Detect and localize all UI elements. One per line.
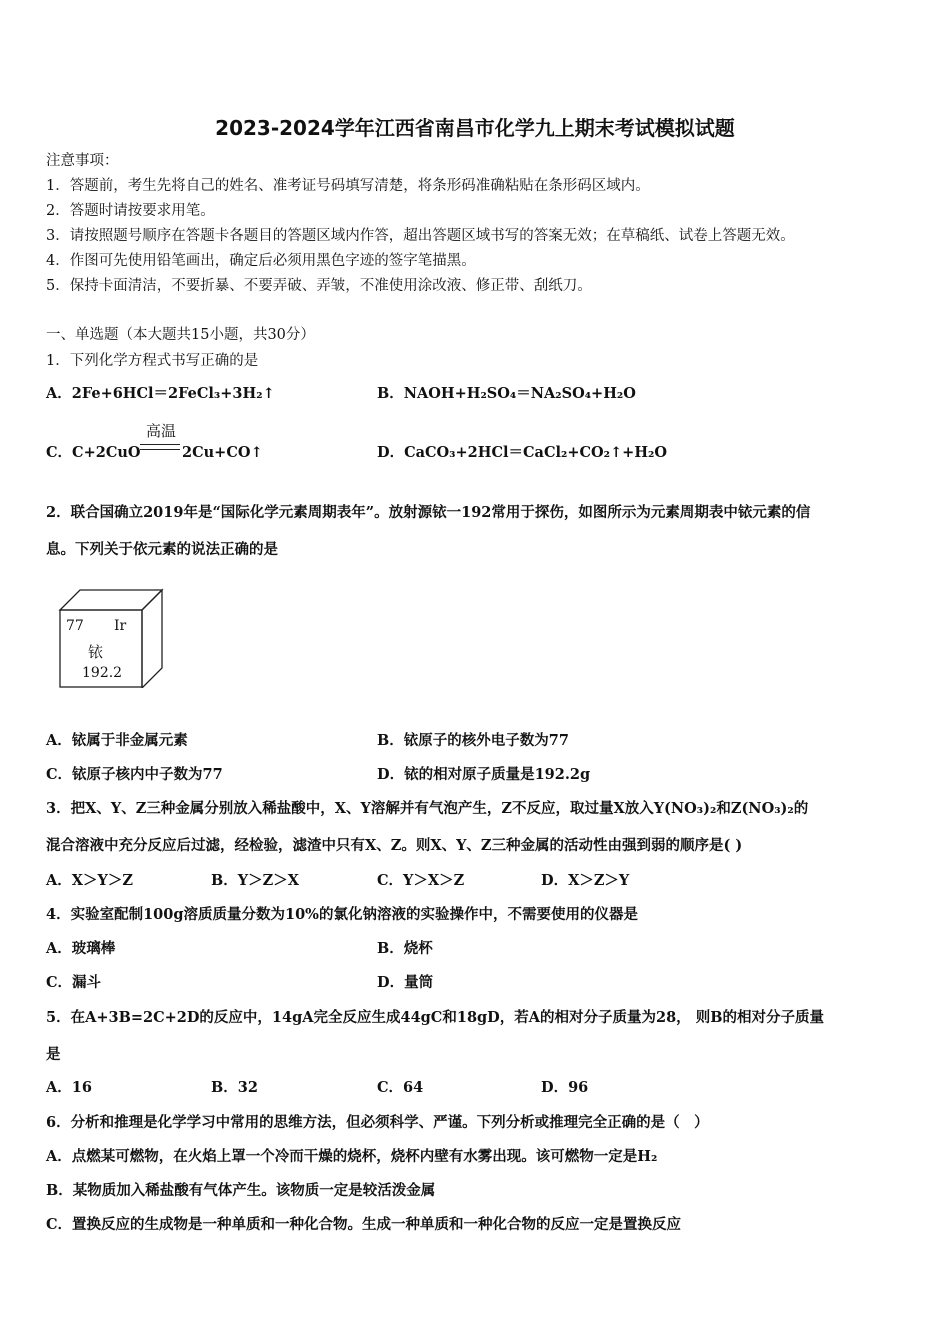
- q3-option-d: D．X＞Z＞Y: [541, 872, 630, 889]
- q3-stem-line1: 3．把X、Y、Z三种金属分别放入稀盐酸中，X、Y溶解并有气泡产生，Z不反应，取过量X放入Y(NO₃)₂和Z(NO₃)₂的: [46, 800, 809, 817]
- equals-sign: [140, 444, 180, 450]
- atomic-number: 77: [66, 618, 84, 634]
- q1-option-a: A．2Fe+6HCl＝2FeCl₃+3H₂↑: [46, 385, 275, 402]
- q2-option-b: B．铱原子的核外电子数为77: [377, 732, 569, 749]
- q4-option-a: A．玻璃棒: [46, 940, 116, 957]
- element-symbol: Ir: [114, 618, 127, 634]
- notice-heading: 注意事项：: [46, 153, 119, 169]
- q6-option-b: B．某物质加入稀盐酸有气体产生。该物质一定是较活泼金属: [46, 1182, 436, 1199]
- section-heading: 一、单选题（本大题共15小题，共30分）: [46, 327, 315, 343]
- q2-option-c: C．铱原子核内中子数为77: [46, 766, 223, 783]
- q1-option-c-left: C．C+2CuO: [46, 444, 141, 461]
- page-title: 2023-2024学年江西省南昌市化学九上期末考试模拟试题: [215, 116, 735, 140]
- element-name: 铱: [88, 643, 104, 661]
- q5-option-c: C．64: [377, 1079, 424, 1096]
- q2-stem-line1: 2．联合国确立2019年是“国际化学元素周期表年”。放射源铱一192常用于探伤，如图所示为元素周期表中铱元素的信: [46, 504, 811, 521]
- q2-option-d: D．铱的相对原子质量是192.2g: [377, 766, 591, 783]
- notice-item-2: 2．答题时请按要求用笔。: [46, 203, 215, 219]
- q2-option-a: A．铱属于非金属元素: [46, 732, 188, 749]
- q1-stem: 1．下列化学方程式书写正确的是: [46, 353, 259, 369]
- q3-option-b: B．Y＞Z＞X: [211, 872, 299, 889]
- q6-stem: 6．分析和推理是化学学习中常用的思维方法，但必须科学、严谨。下列分析或推理完全正确的是（ ）: [46, 1114, 709, 1131]
- reaction-condition: 高温: [145, 422, 176, 440]
- q4-stem: 4．实验室配制100g溶质质量分数为10%的氯化钠溶液的实验操作中，不需要使用的仪器是: [46, 906, 638, 923]
- notice-item-5: 5．保持卡面清洁，不要折暴、不要弄破、弄皱，不准使用涂改液、修正带、刮纸刀。: [46, 278, 592, 294]
- q3-option-c: C．Y＞X＞Z: [377, 872, 465, 889]
- q5-option-b: B．32: [211, 1079, 258, 1096]
- q4-option-b: B．烧杯: [377, 940, 433, 957]
- q5-option-a: A．16: [46, 1079, 92, 1096]
- q5-stem-line1: 5．在A+3B=2C+2D的反应中，14gA完全反应生成44gC和18gD，若A的相对分子质量为28， 则B的相对分子质量: [46, 1009, 824, 1026]
- q4-option-c: C．漏斗: [46, 974, 102, 991]
- element-cell-iridium: [58, 588, 164, 688]
- q1-option-c-right: 2Cu+CO↑: [182, 444, 263, 461]
- q1-option-b: B．NAOH+H₂SO₄＝NA₂SO₄+H₂O: [377, 385, 636, 402]
- q3-stem-line2: 混合溶液中充分反应后过滤，经检验，滤渣中只有X、Z。则X、Y、Z三种金属的活动性由强到弱的顺序是( ): [46, 837, 743, 854]
- q2-stem-line2: 息。下列关于依元素的说法正确的是: [46, 541, 278, 558]
- notice-item-1: 1．答题前，考生先将自己的姓名、准考证号码填写清楚，将条形码准确粘贴在条形码区域内。: [46, 178, 650, 194]
- atomic-mass: 192.2: [82, 665, 123, 681]
- q5-option-d: D．96: [541, 1079, 589, 1096]
- q5-stem-line2: 是: [46, 1046, 61, 1063]
- q6-option-c: C．置换反应的生成物是一种单质和一种化合物。生成一种单质和一种化合物的反应一定是置换反应: [46, 1216, 682, 1233]
- notice-item-3: 3．请按照题号顺序在答题卡各题目的答题区域内作答，超出答题区域书写的答案无效；在草稿纸、试卷上答题无效。: [46, 228, 795, 244]
- notice-item-4: 4．作图可先使用铅笔画出，确定后必须用黑色字迹的签字笔描黑。: [46, 253, 476, 269]
- q4-option-d: D．量筒: [377, 974, 434, 991]
- q6-option-a: A．点燃某可燃物，在火焰上罩一个冷而干燥的烧杯，烧杯内壁有水雾出现。该可燃物一定是H₂: [46, 1148, 658, 1165]
- q3-option-a: A．X＞Y＞Z: [46, 872, 133, 889]
- q1-option-d: D．CaCO₃+2HCl＝CaCl₂+CO₂↑+H₂O: [377, 444, 668, 461]
